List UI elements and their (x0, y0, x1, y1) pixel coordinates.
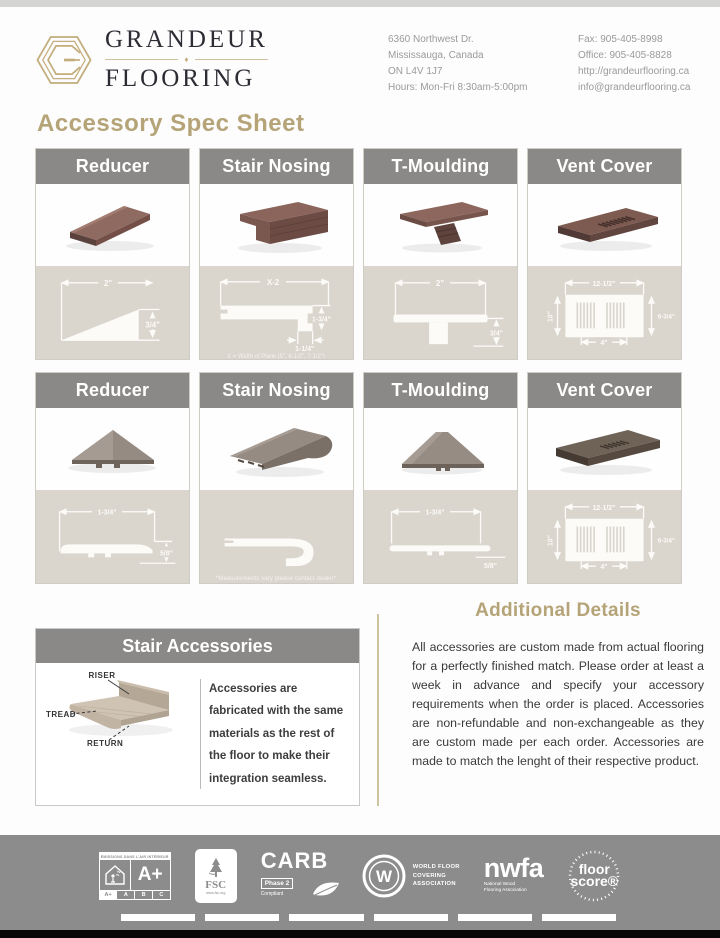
maple-leaf-icon: ♦ (184, 55, 189, 64)
footer-bar (374, 914, 448, 921)
nwfa-name: nwfa (483, 853, 544, 884)
dim-width-label: 2" (103, 278, 113, 288)
card-t-moulding-vinyl (363, 372, 518, 584)
measurements-vary-footnote: *Measurements vary please contact dealer* (215, 575, 337, 583)
certification-footer (0, 835, 720, 930)
dim-height-label: 5/8" (159, 550, 173, 558)
card-title: Stair Nosing (200, 373, 353, 408)
brand-text (105, 26, 268, 93)
card-title: Stair Nosing (200, 149, 353, 184)
brand-name-top: GRANDEUR (105, 26, 268, 53)
top-border-strip (0, 0, 720, 7)
footer-bars (121, 914, 616, 921)
dim-height-label: 5/8" (484, 563, 497, 571)
t-moulding-vinyl-diagram (364, 490, 517, 583)
section-gold-divider (377, 614, 379, 806)
emissions-scale-a: A (117, 891, 135, 899)
hours-line: Hours: Mon-Fri 8:30am-5:00pm (388, 82, 528, 93)
card-title: T-Moulding (364, 149, 517, 184)
footer-bar (542, 914, 616, 921)
fax-line: Fax: 905-405-8998 (578, 34, 663, 45)
fsc-name: FSC (205, 879, 227, 891)
address-line: ON L4V 1J7 (388, 66, 443, 77)
dim-height-label: 1-3/4" (312, 316, 332, 324)
card-t-moulding-hardwood (363, 148, 518, 360)
additional-details-body: All accessories are custom made from actual flooring for a perfectly finished match. Please order at least a week in advance and specify your accessory requirements when the order is placed. Accessories are non-refundable and non-exchangeable as they are custom made per each order. Accessories are made to match the lenght of their respective product. (412, 640, 704, 768)
emissions-scale-c: C (159, 892, 164, 898)
nwfa-sub2: Flooring Association (483, 888, 527, 894)
card-stair-nosing-hardwood (199, 148, 354, 360)
vent-cover-hardwood-diagram (528, 266, 681, 359)
wfca-monogram-icon (361, 853, 407, 899)
carb-phase: Phase 2 (261, 878, 294, 889)
carb-name: CARB (260, 848, 329, 873)
stair-accessories-card (35, 628, 360, 806)
dim-left-label: 10" (547, 534, 555, 546)
dim-bottom-label: 4" (600, 564, 608, 572)
card-vent-cover-vinyl (527, 372, 682, 584)
additional-details-title: Additional Details (475, 600, 641, 621)
stair-nosing-hardwood-diagram (200, 266, 353, 359)
stair-nosing-hardwood-photo (200, 184, 353, 266)
wfca-line1: WORLD FLOOR (412, 863, 460, 870)
grandeur-hexagon-logo-icon (33, 29, 95, 91)
wfca-monogram: W (375, 867, 392, 886)
office-line: Office: 905-405-8828 (578, 50, 672, 61)
website-link[interactable]: http://grandeurflooring.ca (578, 66, 690, 77)
fsc-logo (195, 849, 237, 903)
vent-cover-vinyl-diagram (528, 490, 681, 583)
email-link[interactable]: info@grandeurflooring.ca (578, 82, 691, 93)
tread-label: TREAD (46, 710, 77, 719)
contact-block (578, 32, 690, 96)
t-moulding-hardwood-photo (364, 184, 517, 266)
footer-bar (289, 914, 363, 921)
stair-accessories-figure (44, 668, 196, 800)
card-reducer-vinyl (35, 372, 190, 584)
emissions-scale-a-plus: A+ (100, 891, 118, 899)
nwfa-sub1: National Wood (483, 882, 516, 888)
certification-logos (0, 849, 720, 903)
bottom-section (35, 600, 704, 815)
card-title: T-Moulding (364, 373, 517, 408)
floorscore-logo (567, 849, 621, 903)
accessory-row-hardwood (35, 148, 683, 360)
plank-width-footnote: X = Width of Plank (5", 6-1/2", 7-1/2") (227, 354, 325, 359)
nwfa-logo (483, 853, 544, 894)
dim-top-label: 12-1/2" (592, 280, 616, 288)
address-block (388, 32, 528, 96)
stair-card-divider (200, 679, 201, 789)
card-stair-nosing-vinyl (199, 372, 354, 584)
card-title: Vent Cover (528, 373, 681, 408)
reducer-vinyl-diagram (36, 490, 189, 583)
dim-bottom-label: 4" (600, 340, 608, 348)
emissions-scale-b: B (135, 891, 153, 899)
carb-compliant: Compliant (260, 891, 284, 897)
dim-top-label: 12-1/2" (592, 504, 616, 512)
return-label: RETURN (87, 739, 124, 748)
footer-bar (205, 914, 279, 921)
vent-cover-hardwood-photo (528, 184, 681, 266)
reducer-vinyl-photo (36, 408, 189, 490)
card-title: Vent Cover (528, 149, 681, 184)
brand-logo (33, 26, 268, 93)
fsc-tree-icon (206, 857, 226, 879)
reducer-hardwood-diagram (36, 266, 189, 359)
dim-nose-label: 1-1/4" (295, 346, 315, 354)
vent-cover-vinyl-photo (528, 408, 681, 490)
dim-width-label: X-2 (266, 277, 280, 287)
t-moulding-vinyl-photo (364, 408, 517, 490)
accessory-row-vinyl (35, 372, 683, 584)
carb-leaf-icon (311, 880, 341, 900)
dim-left-label: 10" (547, 310, 555, 322)
wfca-logo (361, 853, 460, 899)
dim-right-label: 6-3/4" (657, 537, 675, 545)
footer-bar (458, 914, 532, 921)
floorscore-line1: floor (578, 861, 610, 878)
wfca-line3: ASSOCIATION (412, 881, 456, 888)
emissions-a-plus-logo (99, 852, 171, 900)
brand-name-bottom: FLOORING (105, 65, 256, 92)
address-line: 6360 Northwest Dr. (388, 34, 474, 45)
address-line: Mississauga, Canada (388, 50, 484, 61)
card-title: Reducer (36, 373, 189, 408)
t-moulding-hardwood-diagram (364, 266, 517, 359)
page-header (33, 24, 720, 104)
carb-logo (261, 850, 337, 902)
stair-nosing-vinyl-diagram (200, 490, 353, 583)
floorscore-line2: score® (570, 873, 619, 889)
house-icon (103, 863, 127, 887)
emissions-header-text: ÉMISSIONS DANS L'AIR INTÉRIEUR (100, 854, 169, 859)
dim-width-label: 1-3/4" (97, 509, 117, 517)
card-reducer-hardwood (35, 148, 190, 360)
dim-height-label: 3/4" (489, 330, 503, 338)
reducer-hardwood-photo (36, 184, 189, 266)
emissions-grade: A+ (130, 860, 170, 890)
dim-right-label: 6-3/4" (657, 313, 675, 321)
card-title: Reducer (36, 149, 189, 184)
riser-label: RISER (88, 671, 116, 680)
floorscore-dotted-ring-icon (567, 849, 621, 903)
page-title: Accessory Spec Sheet (37, 110, 305, 137)
stair-accessories-description: Accessories are fabricated with the same materials as the rest of the floor to make their integration seamless. (209, 682, 344, 785)
stair-accessories-title: Stair Accessories (36, 629, 359, 663)
dim-height-label: 3/4" (145, 320, 160, 330)
stair-nosing-vinyl-photo (200, 408, 353, 490)
additional-details-section (412, 600, 704, 770)
dim-width-label: 1-3/4" (425, 509, 445, 517)
brand-divider (105, 55, 268, 64)
bottom-black-strip (0, 930, 720, 938)
fsc-url: www.fsc.org (206, 891, 226, 895)
wfca-line2: COVERING (412, 872, 447, 879)
card-vent-cover-hardwood (527, 148, 682, 360)
footer-bar (121, 914, 195, 921)
dim-width-label: 2" (435, 278, 445, 288)
